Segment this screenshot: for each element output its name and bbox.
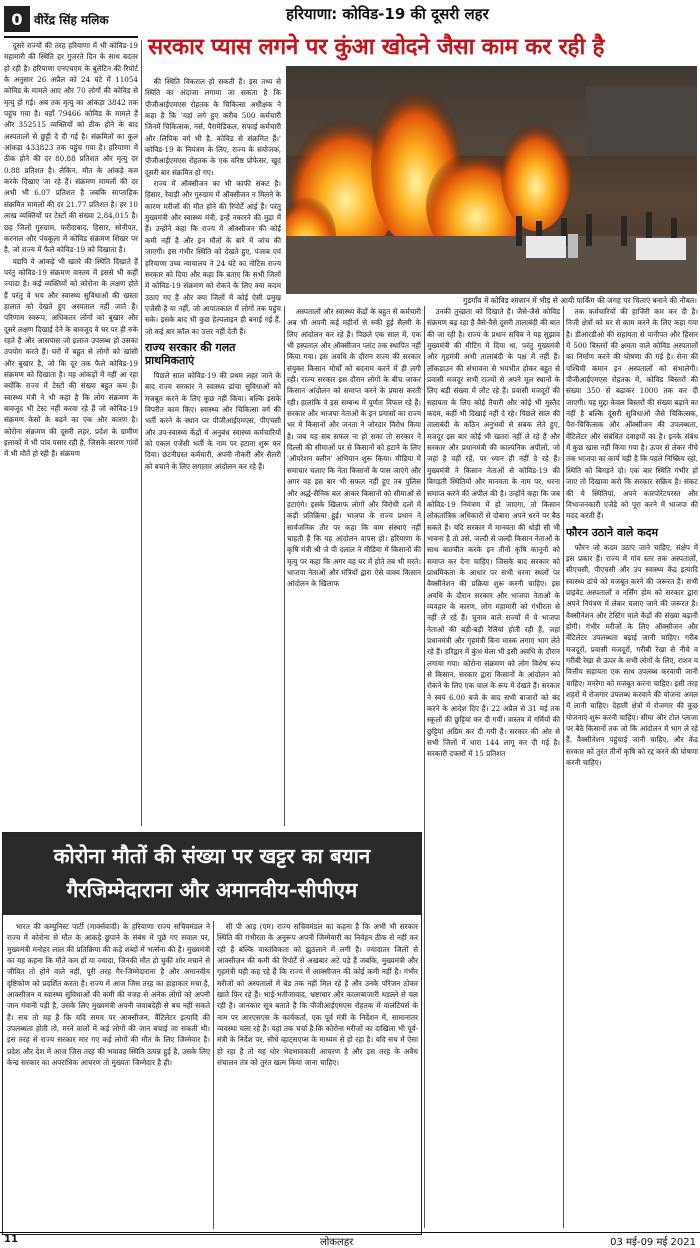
author-badge: 0 (4, 6, 30, 32)
page-number: 11 (4, 1234, 18, 1245)
article-paragraph: फौरन जो कदम उठाए जाने चाहिए, संक्षेप में इस प्रकार हैं। राज्य में गांव स्तर तक अस्पतालों, सीएचसी, पीएचसी और उप स्वास्थ्य केंद्र इत्यादि स्वास्थ्य ढांचे को मजबूत करने की जरूरत है। सभी प्राइवेट अस्पतालों व नर्सिंग होम को सरकार द्वारा अपने नियंत्रण में लेकर चलाए जाने की जरूरत है। वैक्सीनेशन और टेस्टिंग वाले केंद्रों की संख्या बढ़ानी होगी। गंभीर मरीजों के लिए ऑक्सीजन और वेंटिलेटर उपलब्धता बढ़ाई जानी चाहिए। गरीब मजदूरों, प्रवासी मजदूरों, गरीबी रेखा से नीचे व गरीबी रेखा से ऊपर के सभी लोगों के लिए, राशन व वित्तीय सहायता एक साथ उपलब्ध करवायी जानी चाहिए। मनरेगा को मजबूत करना चाहिए। इसी तरह शहरों में रोजगार उपलब्ध करवाने की योजना अमल में लानी चाहिए। देहाती क्षेत्रों में रोजगार की कुछ योजनाएं शुरू करनी चाहिए। सीमा और टोल प्लाजा पर बैठे किसानों तक जो कि आंदोलन में भाग ले रहे हैं, वैक्सीनेशन पहुंचाई जानी चाहिए, और केंद्र सरकार को तुरंत तीनों कृषि को रद्द करने की घोषणा करनी चाहिए। (566, 542, 698, 768)
article-paragraph: तक कर्मचारियों की हाजिरी कम कर दी है। निजी क्षेत्रों को घर से काम करने के लिए कहा गया है। डीआरडीओ की सहायता से पानीपत और हिसार में 500 बिस्तरों की क्षमता वाले कोविड अस्पतालों का निर्माण करने की घोषणा की गई है। सेना की पश्चिमी कमान इन अस्पतालों को संभालेगी। पीजीआईएमएस रोहतक में, कोविड बिस्तरों की संख्या 350 से बढ़ाकर 1000 तक कर दी जाएगी। यह मुद्दा केवल बिस्तरों की संख्या बढ़ाने का नहीं है बल्कि दूसरी सुविधाओं जैसे चिकित्सक, पैरा-चिकित्सक और ऑक्सीजन की उपलब्धता, वेंटिलेटर और संबंधित दवाइयों का है। इनके संबंध में कुछ खास नहीं किया गया है। ऊपर से लेकर नीचे तक भाजपा का कार्य यही है कि पहले निष्क्रिय रहो, स्थिति को बिगड़ने दो। एक बार स्थिति गंभीर हो जाए तो दिखावा करो कि सरकार सक्रिय है। संकट की ये स्थितियां, अपने कारपोरेटपरस्त और विभाजनकारी एजेंडे को पूरा करने में भाजपा की मदद करती हैं। (566, 307, 698, 521)
boxed-story-column-right (217, 921, 418, 1231)
article-paragraph: अस्पतालों और स्वास्थ्य केंद्रों के बहुत से कर्मचारी अब भी अपनी कई महीनों से रुकी हुई सैलरी के लिए आंदोलन कर रहे हैं। पिछले एक साल में, एक भी हस्पताल और ऑक्सीजन प्लांट तक स्थापित नहीं किया गया। इस अवधि के दौरान राज्य की सरकार संयुक्त किसान मोर्चों को बदनाम करने में ही लगी रही। राज्य सरकार इस दौरान लोगों के बीच जाकर किसान आंदोलन को समाप्त करने के प्रयास करती रही। हालांकि वे इस सम्बन्ध में पूर्णतः विफल रहे हैं। सरकार और भाजपा नेताओं के इन प्रयासों का राज्य भर में किसानों और जनता ने जोरदार विरोध किया है। जब यह सब सफल ना हो सका तो सरकार ने दिल्ली की सीमाओं पर से किसानों को हटाने के लिए 'ऑपरेशन क्लीन' अभियान शुरू किया। मीडिया में समाचार चलाए कि नेता किसानों के पास जाएंगे और अगर वह इस बार भी सफल नहीं हुए तब पुलिस और अर्द्ध-सैनिक बल आकर किसानों को सीमाओं से हटाएंगे। इसके खिलाफ लोगों और विरोधी दलों में कड़ी प्रतिक्रिया हुई। भाजपा के राज्य प्रधान ने सार्वजनिक तौर पर कहा कि वाम संस्थाएं नहीं चाहती हैं कि यह आंदोलन वापस हो। हरियाणा के कृषि मंत्री श्री जे पी दलाल ने मीडिया में किसानों की मृत्यु पर कहा कि अगर वह घर में होते तब भी मरते। भाजपा नेताओं और मंत्रियों द्वारा ऐसे वाक्य किसान आंदोलन के खिलाफ (287, 307, 421, 589)
boxed-story (2, 832, 422, 1235)
boxed-story-column-left (7, 921, 210, 1231)
publication-name: लोकलहर (320, 1237, 354, 1248)
headline: सरकार प्यास लगने पर कुंआ खोदने जैसा काम कर रही है (148, 34, 605, 60)
boxed-story-paragraph: भारत की कम्युनिस्ट पार्टी (मार्क्सवादी) के हरियाणा राज्य सचिवमंडल ने राज्य में कोरोना से मौत के आंकड़े छुपाने के संबंध में पूछे गए सवाल पर, मुख्यमंत्री मनोहर लाल की प्रतिक्रिया की कड़े शब्दों में भर्त्सना की है। मुख्यमंत्री का यह कहना कि मौते कम हों या ज्यादा, जिनकी मौत हो चुकी शोर मचाने से जीवित तो होने वाले नहीं, पूरी तरह गैर-जिम्मेदाराना है और अमानवीय दृष्टिकोण को प्रदर्शित करता है। राज्य में आज जिस तरह का हाहाकार मचा है, आक्सीजन व स्वास्थ्य सुविधाओं की कमी की वजह से अनेक लोगों को अपनी जान गंवानी पड़ी है, उसके लिए मुख्यमंत्री अपनी जवाबदेही से बच नहीं सकते हैं। सच तो यह है कि यदि समय पर आक्सीजन, वैंटिलेटर इत्यादि की उपलब्धता होती तो, मरने वालों में कई लोगों की जान बचाई जा सकती थी। इस तरह से राज्य सरकार मार गए कई लोगों की मौत के लिए जिम्मेवार है। प्रदेश और देश में आज जिस तरह की भयावह स्थिति उत्पन्न हुई है, उसके लिए केन्द्र सरकार का अपराधिक आचरण तो मुख्यतः जिम्मेदार है ही। (7, 922, 210, 1068)
article-paragraph: राज्य में ऑक्सीजन का भी काफी संकट है। हिसार, रेवाड़ी और गुरुग्राम में ऑक्सीजन न मिलने के कारण मरीजों की मौत होने की रिपोर्टें आई हैं। परंतु मुख्यमंत्री और स्वास्थ्य मंत्री, इन्हें नकारने की मुद्रा में हैं। उन्होंने कहा कि राज्य में ऑक्सीजन की कोई कमी नहीं है और इन मौतों के बारे में जांच की जाएगी। इस गंभीर स्थिति को देखते हुए, पंजाब एवं हरियाणा उच्च न्यायालय ने 24 घंटे का नोटिस राज्य सरकार को दिया और कहा कि बताए कि सभी जिलों में कोविड-19 संक्रमण को रोकने के लिए क्या कदम उठाए गए हैं और क्या जिलों में कोई ऐसी प्रमुख एजेंसी है या नहीं, जो आपातकाल में लोगों तक पहुंच सके। इसके बाद भी कुछ हेल्पलाइन ही बनाई गई हैं, जो कई बार कॉल का उत्तर नहीं देती हैं। (145, 179, 281, 336)
column-rule (284, 306, 285, 826)
column-rule (563, 306, 564, 1228)
article-column-5 (566, 306, 698, 1228)
article-paragraph: की स्थिति विकराल हो सकती है। इस तथ्य से स्थिति का अंदाजा लगाया जा सकता है कि पीजीआईएमएस रोहतक के चिकित्सा अधीक्षक ने कहा है कि 'यहां लगे हुए करीब 500 कर्मचारी जिनमें चिकित्सक, नर्स, पैरामेडिकल, सफाई कर्मचारी और लिपिक वर्ग भी है, कोविड से संक्रमित हैं।' कोविड-19 के नियंत्रण के लिए, राज्य के संयोजक, पीजीआईएमएस रोहतक के एक वरिष्ठ प्रोफेसर, खुद दूसरी बार संक्रमित हो गए। (145, 77, 281, 177)
article-column-2 (145, 76, 281, 826)
column-rule (141, 40, 142, 826)
kicker: हरियाणा: कोविड-19 की दूसरी लहर (286, 5, 489, 23)
article-column-3 (287, 306, 421, 826)
page-footer (0, 1232, 700, 1248)
author-rule (4, 36, 138, 38)
article-column-1 (4, 40, 138, 826)
article-paragraph: दूसरे राज्यों की तरह हरियाणा में भी कोविड-19 महामारी की स्थिति हर गुजरते दिन के साथ बदतर हो रही है। हरियाणा एनएचएम के बुलेटिन की रिपोर्ट के अनुसार 26 अप्रैल को 24 घंटे में 11054 कोविड के मामले आए और 70 लोगों की कोविड से मृत्यु हो गई। अब तक मृत्यु का आंकड़ा 3842 तक पहुंच गया है। यहाँ 79466 कोविड के मामले हैं और 352515 व्यक्तियों को ठीक होने के बाद अस्पतालों से छुट्टी दे दी गई है। संक्रमितों का कुल आंकड़ा 433823 तक पहुंच गया है। हरियाणा में ठीक होने की दर 80.88 प्रतिशत और मृत्यु दर 0.88 प्रतिशत है। लेकिन, मौत के आंकड़े कम करके दिखाए जा रहे हैं। संक्रमण मामलों की दर अभी भी 6.07 प्रतिशत है जबकि साप्ताहिक संक्रमित मामलों की दर 21.77 प्रतिशत है। हर 10 लाख व्यक्तियों पर टेस्टों की संख्या 2,84,015 है। छह जिलों गुरुग्राम, फरीदाबाद, हिसार, सोनीपत, करनाल और पंचकूला में कोविड संक्रमण शिखर पर है, जो राज्य में फैले कोविड-19 को दिखाता है। (4, 41, 138, 255)
subheading-wrong-priorities: राज्य सरकार की गलत प्राथमिकताएं (145, 340, 236, 367)
column-rule (424, 306, 425, 1228)
author-name: वीरेंद्र सिंह मलिक (34, 12, 109, 27)
boxed-story-headline: कोरोना मौतों की संख्या पर खट्टर का बयान गैरजिम्मेदाराना और अमानवीय-सीपीएम (3, 833, 421, 915)
article-paragraph: यद्यपि ये आंकड़े भी खतरे की स्थिति दिखाते हैं परंतु कोविड-19 संक्रमण वास्तव में इससे भी कहीं ज्यादा है। कई व्यक्तियों को कोरोना के लक्षण होते हैं परंतु वे भय और स्वास्थ्य सुविधाओं की खस्ता हालात को देखते हुए अस्पताल नहीं जाते हैं। परिणाम स्वरूप, अधिकतर लोगों को बुखार और दूसरे लक्षण दिखाई देने के बावजूद वे घर पर ही रुके रहते हैं और आसपास जो इलाज उपलब्ध हो उसका उपयोग करते हैं। घरों में बहुत से लोगों को खांसी और बुखार है, जो कि दूर तक फैले कोविड-19 संक्रमण को दिखाता है। यह आंकड़ों में नहीं आ रहा क्योंकि राज्य में टेस्टों की संख्या बहुत कम है। स्वास्थ्य मंत्री ने भी कहा है कि लोग संक्रमण के बावजूद भी टेस्ट नहीं करवा रहे हैं जो कोविड-19 संक्रमण केसों के बढ़ने का एक और कारण है। कोरोना संक्रमण की दूसरी लहर, प्रदेश के ग्रामीण इलाकों में भी पांव पसार रही है, जिसके कारण गांवों में भी मौतें हो रही हैं। संक्रमण (4, 256, 138, 459)
article-paragraph: उनकी तुच्छता को दिखाते हैं। जैसे-जैसे कोविड संक्रमण बढ़ रहा है वैसे-वैसे दूसरी तालाबंदी की बात की जा रही है। राज्य के प्रधान सचिव ने यह सुझाव मुख्यमंत्री की मीटिंग में दिया था, परंतु मुख्यमंत्री और गृहमंत्री अभी तालाबंदी के पक्ष में नहीं हैं। लॉकडाउन की संभावना से भयभीत होकर बहुत से प्रवासी मजदूर सभी राज्यों से अपने मूल स्थानों के लिए बड़ी संख्या में लौट रहे हैं। प्रवासी मजदूरों की सहायता के लिए कोई तैयारी और कोई भी मुस्तैद कदम, कहीं भी दिखाई नहीं दे रहे। पिछले साल की तालाबंदी के कठिन अनुभवों से सबक लेते हुए, मजदूर इस बार कोई भी खतरा नहीं ले रहे हैं और सरकार और प्रधानमंत्री की काल्पनिक अपीलों, जो जहां है वहीं रहें, पर ध्यान ही नहीं दे रहे हैं। मुख्यमंत्री ने किसान नेताओं से कोविड-19 की बिगड़ती स्थितियों और मानवता के नाम पर, धरना समाप्त करने की अपील की है। उन्होंने कहा कि जब कोविड-19 नियंत्रण में हो जाएगा, तो किसान लोकतांत्रिक अधिकारों से दोबारा अपने धरने पर बैठ सकते हैं। यदि सरकार में मानवता की थोड़ी सी भी भावना है तो उसे, जल्दी से जल्दी किसान नेताओं के साथ बातचीत करके इन तीनों कृषि कानूनों को समाप्त कर देना चाहिए। जिसके बाद सरकार को प्राथमिकता के आधार पर सभी धरना स्थलों पर वैक्सीनेशन की प्रक्रिया शुरू करनी चाहिए। इस अवधि के दौरान सरकार और भाजपा नेताओं के व्यवहार के कारण, लोग महामारी को गंभीरता से नहीं ले रहे हैं। चुनाव वाले राज्यों में ये भाजपा नेताओं की बड़ी-बड़ी रैलियां होती रही हैं, जहां प्रधानमंत्री और गृहमंत्री बिना मास्क लगाए भाग लेते रहे हैं। हरिद्वार में कुंभ मेला भी इसी अवधि के दौरान लगाया गया। कोरोना संक्रमण को लोग विशेष रूप से किसान, सरकार द्वारा किसानों के आंदोलन को रोकने के लिए एक चाल के रूप में देखते हैं। सरकार ने स्वयं 6.00 बजे के बाद सभी बाजारों को बंद करने के आदेश दिए हैं। 22 अप्रैल से 31 मई तक स्कूलों की छुट्टियां कर दी गयीं। वास्तव में गर्मियों की छुट्टियां अग्रिम कर दी गयी हैं। सरकार की ओर से सभी जिलों में धारा 144 लागू कर दी गई है। सरकारी दफ्तरों में 15 प्रतिशत (427, 307, 560, 759)
photo-caption: गुडगाँव में कोविड श्मशान में भीड़ से आयी पार्किंग की जगह पर चिताएं बनाने की नौबत। (462, 296, 697, 305)
issue-date: 03 मई-09 मई 2021 (610, 1237, 696, 1248)
boxed-story-paragraph: सी पी आइ (एम) राज्य सचिवमंडल का कहना है कि अभी भी सरकार स्थिति की गंभीरता के अनुरूप अपनी जिम्मेवारी का निर्वहन ठीक से नहीं कर रही है बल्कि वास्तविकता को झुठलाने में लगी है। ज्यादातर जिलों से आक्सीजन की कमी की रिपोर्टें से अखबार अटे पड़े हैं जबकि, मुख्यमंत्री और गृहमंत्री यही कह रहे हैं कि राज्य में आक्सीजन की कोई कमी नहीं है। गंभीर मरीजों को अस्पतालों में बेड तक नहीं मिल रहे हैं और उनके परिजन ठोकर खाते फिर रहे हैं। भाई-भतीजावाद, भ्रष्टाचार और कालाबाजारी धड़ल्ले से चल रही है। जानकार सूत्र बताते हैं कि पीजीआईएमएस रोहतक में वालंटियर्स के नाम पर आरएसएस के कार्यकर्ता, एक पूर्व मंत्री के निर्देशन में, सामानांतर व्यवस्था चला रहे हैं। यहां तक चर्चा है कि कोरोना मरीजों का दाखिला भी पूर्व-मंत्री के निर्देश पर, सीधे व्हाट्सएप्स के माध्यम से हो रहा है। यदि सच में ऐसा हो रहा है तो यह घोर भेदभावकारी आचरण है और इस तरह के अवैध संचालन तंत्र को तुरंत खत्म किया जाना चाहिए। (217, 922, 418, 1068)
author-byline (4, 4, 138, 34)
article-column-4 (427, 306, 560, 1228)
column-rule (213, 921, 214, 1229)
cremation-photo (286, 66, 697, 294)
article-paragraph: पिछले साल कोविड-19 की प्रथम लहर जाने के बाद राज्य सरकार ने स्वास्थ्य ढांचा सुविधाओं को मजबूत करने के लिए कुछ नहीं किया। बल्कि इसके विपरीत काम किए। स्वास्थ्य और चिकित्सा वर्ग की भर्ती करने के स्थान पर पीजीआईएमएस, पीएचसी और उप-स्वास्थ्य केंद्रों में अनुबंध स्वास्थ्य कर्मचारियों को एकल एजेंसी भर्ती के नाम पर हटाना शुरू कर दिया। छंटनीग्रस्त कर्मचारी, अपनी नौकरी और सैलरी को बचाने के लिए लगातार आंदोलन कर रहे हैं। (145, 370, 281, 471)
subheading-immediate-steps: फौरन उठाने वाले कदम (566, 525, 659, 539)
